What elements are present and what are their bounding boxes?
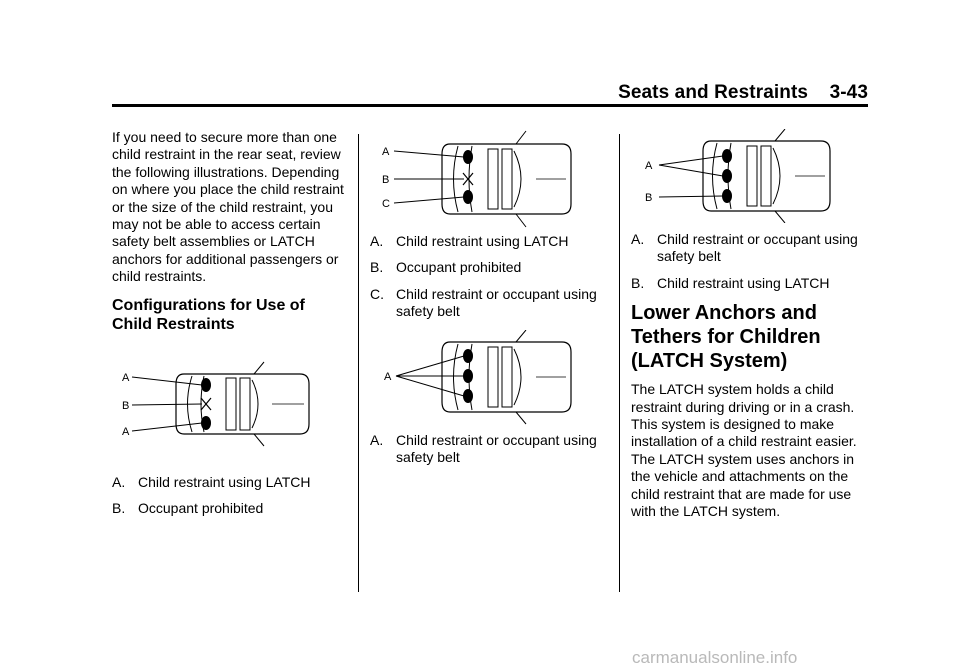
prohibited-marker — [463, 173, 473, 185]
header-rule — [112, 104, 868, 107]
intro-paragraph: If you need to secure more than one child restraint in the rear seat, review the following illustrations. Depending on where you place the child restraint or the size of the child restraint, you may not be able to access certain safety belt assemblies or LATCH anchors for additional passengers or child restraints. — [112, 129, 344, 285]
watermark: carmanualsonline.info — [632, 648, 798, 667]
caption-item: A. Child restraint or occupant using safety belt — [631, 231, 858, 265]
prohibited-marker — [201, 398, 211, 410]
column-2 — [370, 129, 610, 475]
section-title: Seats and Restraints — [618, 82, 809, 103]
latch-heading: Lower Anchors and Tethers for Children (LATCH System) — [631, 302, 821, 373]
belt-seat-marker — [463, 349, 473, 363]
leader-lines — [132, 377, 202, 431]
caption-item: A. Child restraint using LATCH — [112, 473, 311, 490]
diagram-label: A — [122, 425, 130, 438]
diagram-label: A — [645, 160, 653, 172]
diagram-label: B — [645, 192, 653, 204]
belt-seat-marker — [722, 169, 732, 183]
belt-seat-marker — [463, 190, 473, 204]
figure-3-captions — [370, 432, 610, 467]
seating-diagram-1 — [112, 354, 348, 454]
diagram-label: A — [382, 146, 390, 158]
caption-item: B. Occupant prohibited — [112, 500, 264, 517]
latch-paragraph: The LATCH system holds a child restraint during driving or in a crash. This system is designed to make installation of a child restraint easier. The LATCH system uses anchors in the vehicle and attachments on the child restraint that are made for use with the LATCH system. — [631, 381, 857, 520]
seat-positions — [201, 378, 211, 430]
column-1 — [112, 129, 348, 526]
page-number: 3-43 — [829, 82, 868, 103]
seating-diagram-2 — [370, 129, 610, 229]
belt-seat-marker — [722, 149, 732, 163]
belt-seat-marker — [463, 389, 473, 403]
diagram-label: B — [122, 399, 130, 412]
latch-seat-marker — [722, 189, 732, 203]
seating-diagram-4 — [631, 129, 871, 223]
caption-item: A. Child restraint or occupant using safety belt — [370, 431, 597, 466]
belt-seat-marker — [463, 369, 473, 383]
figure-1-captions — [112, 474, 348, 518]
column-3 — [631, 129, 871, 520]
figure-2-captions — [370, 233, 610, 321]
caption-item: A. Child restraint using LATCH — [370, 233, 569, 249]
caption-item: B. Occupant prohibited — [370, 259, 522, 276]
seat-positions — [463, 150, 473, 204]
diagram-label: A — [122, 371, 130, 384]
seat-positions — [463, 349, 473, 403]
latch-seat-marker — [201, 378, 211, 392]
page-header — [618, 82, 868, 104]
seating-diagram-3 — [370, 330, 610, 426]
vehicle-top-view — [442, 330, 571, 424]
seat-positions — [722, 149, 732, 203]
latch-seat-marker — [463, 150, 473, 164]
figure-4-captions — [631, 231, 871, 292]
column-divider — [358, 134, 359, 592]
caption-item: B. Child restraint using LATCH — [631, 274, 830, 291]
diagram-label: C — [382, 198, 390, 210]
configurations-heading: Configurations for Use of Child Restraints — [112, 296, 305, 333]
diagram-label: B — [382, 174, 390, 186]
latch-seat-marker — [201, 416, 211, 430]
column-divider — [619, 134, 620, 592]
diagram-label: A — [384, 370, 392, 383]
caption-item: C. Child restraint or occupant using safety belt — [370, 285, 597, 320]
